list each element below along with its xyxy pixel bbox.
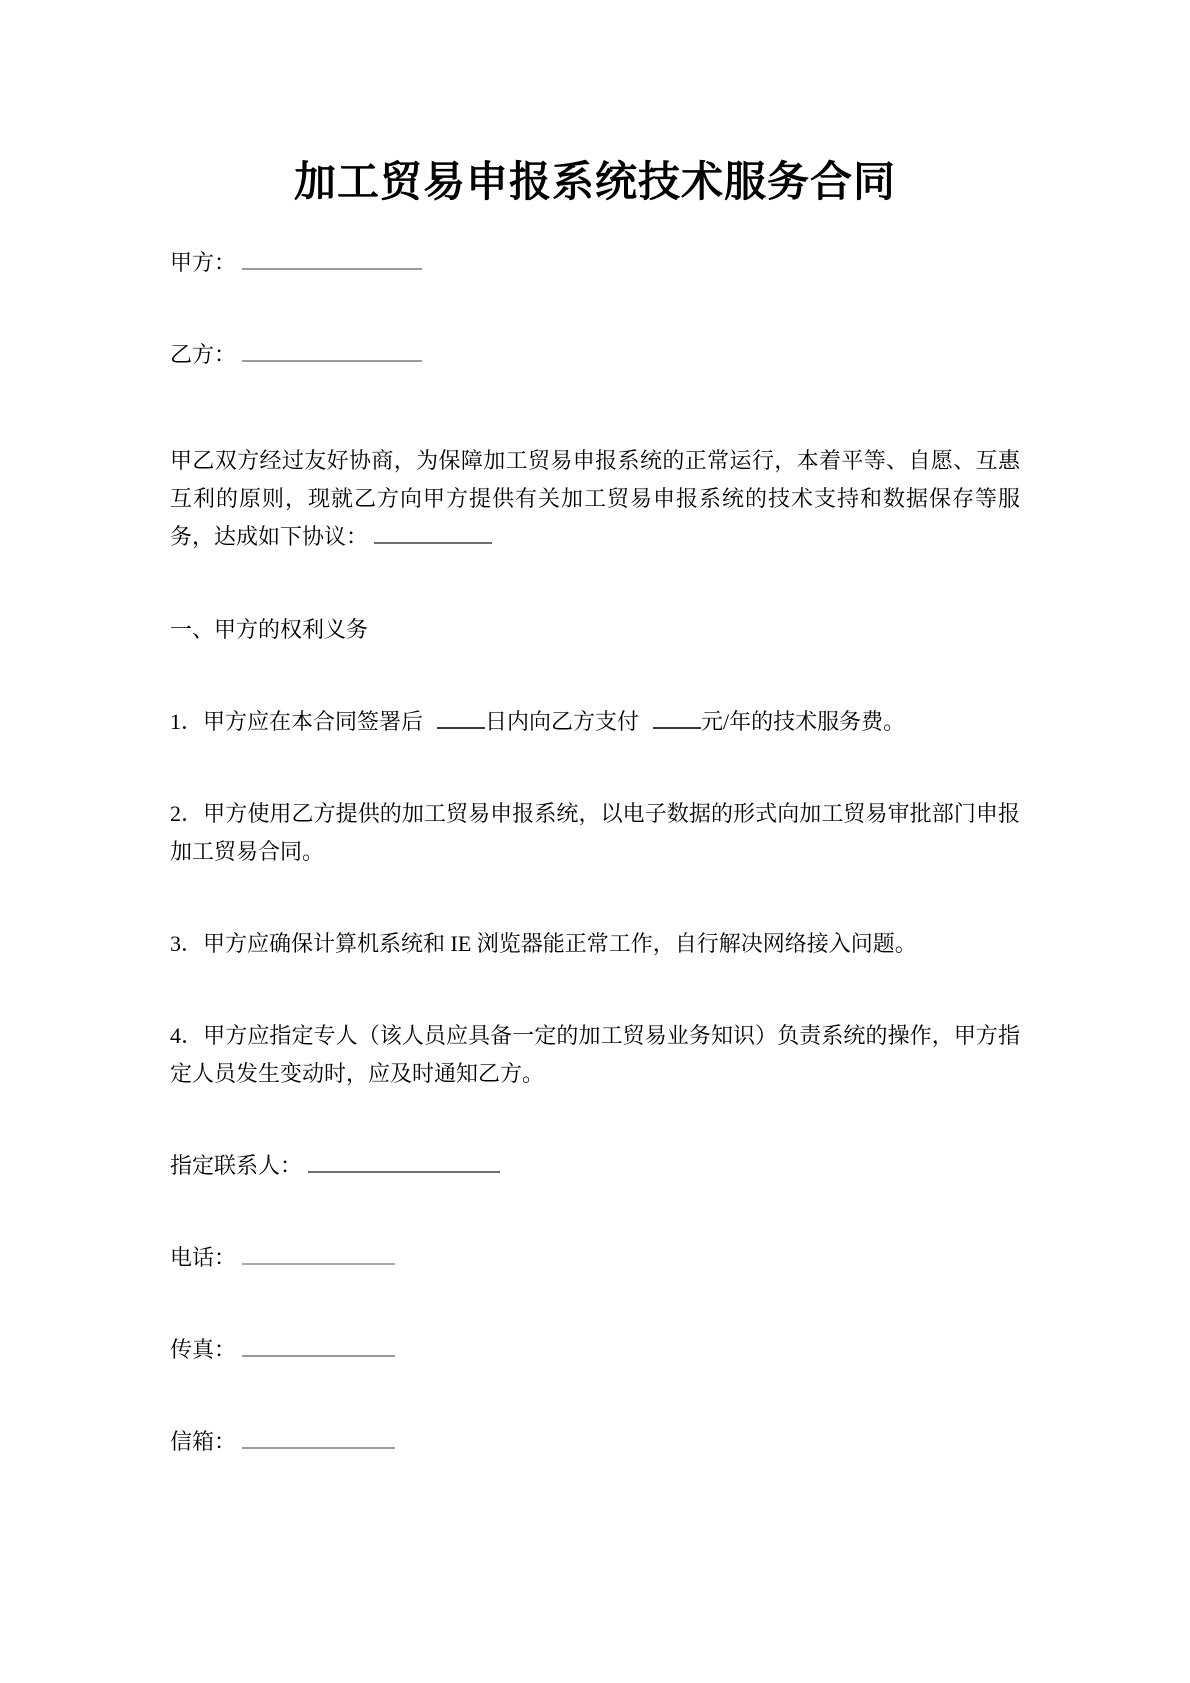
- clause-1-text-b: 日内向乙方支付: [485, 709, 640, 734]
- phone-row: [170, 1239, 1020, 1277]
- phone-blank: [242, 1243, 395, 1265]
- party-b-label: 乙方：: [170, 342, 237, 367]
- clause-3: 3．甲方应确保计算机系统和 IE 浏览器能正常工作，自行解决网络接入问题。: [170, 931, 917, 956]
- contact-person-label: 指定联系人：: [170, 1153, 303, 1178]
- party-b-row: [170, 336, 1020, 374]
- fax-blank: [242, 1335, 395, 1357]
- intro-text: 甲乙双方经过友好协商，为保障加工贸易申报系统的正常运行，本着平等、自愿、互惠互利的原则，现就乙方向甲方提供有关加工贸易申报系统的技术支持和数据保存等服务，达成如下协议：: [170, 448, 1020, 549]
- email-row: [170, 1423, 1020, 1461]
- contact-person-row: [170, 1147, 1020, 1185]
- clause-1: [170, 703, 1020, 741]
- clause-1-text-a: 1．甲方应在本合同签署后: [170, 709, 424, 734]
- email-blank: [242, 1427, 395, 1449]
- fax-row: [170, 1331, 1020, 1369]
- clause-1-text-c: 元/年的技术服务费。: [701, 709, 906, 734]
- party-a-label: 甲方：: [170, 250, 237, 275]
- contact-person-blank: [308, 1151, 500, 1173]
- section-1-heading: 一、甲方的权利义务: [170, 617, 369, 642]
- clause-2: 2．甲方使用乙方提供的加工贸易申报系统，以电子数据的形式向加工贸易审批部门申报加工贸易合同。: [170, 801, 1020, 864]
- party-a-blank: [242, 248, 422, 270]
- party-b-blank: [242, 340, 422, 362]
- agreement-blank: [374, 522, 492, 544]
- clause-4: 4．甲方应指定专人（该人员应具备一定的加工贸易业务知识）负责系统的操作，甲方指定人员发生变动时，应及时通知乙方。: [170, 1023, 1020, 1086]
- fax-label: 传真：: [170, 1337, 237, 1362]
- document-title: 加工贸易申报系统技术服务合同: [293, 160, 896, 206]
- phone-label: 电话：: [170, 1245, 237, 1270]
- fee-blank: [653, 707, 701, 729]
- intro-paragraph: [170, 442, 1020, 556]
- days-blank: [437, 707, 485, 729]
- party-a-row: [170, 244, 1020, 282]
- email-label: 信箱：: [170, 1429, 237, 1454]
